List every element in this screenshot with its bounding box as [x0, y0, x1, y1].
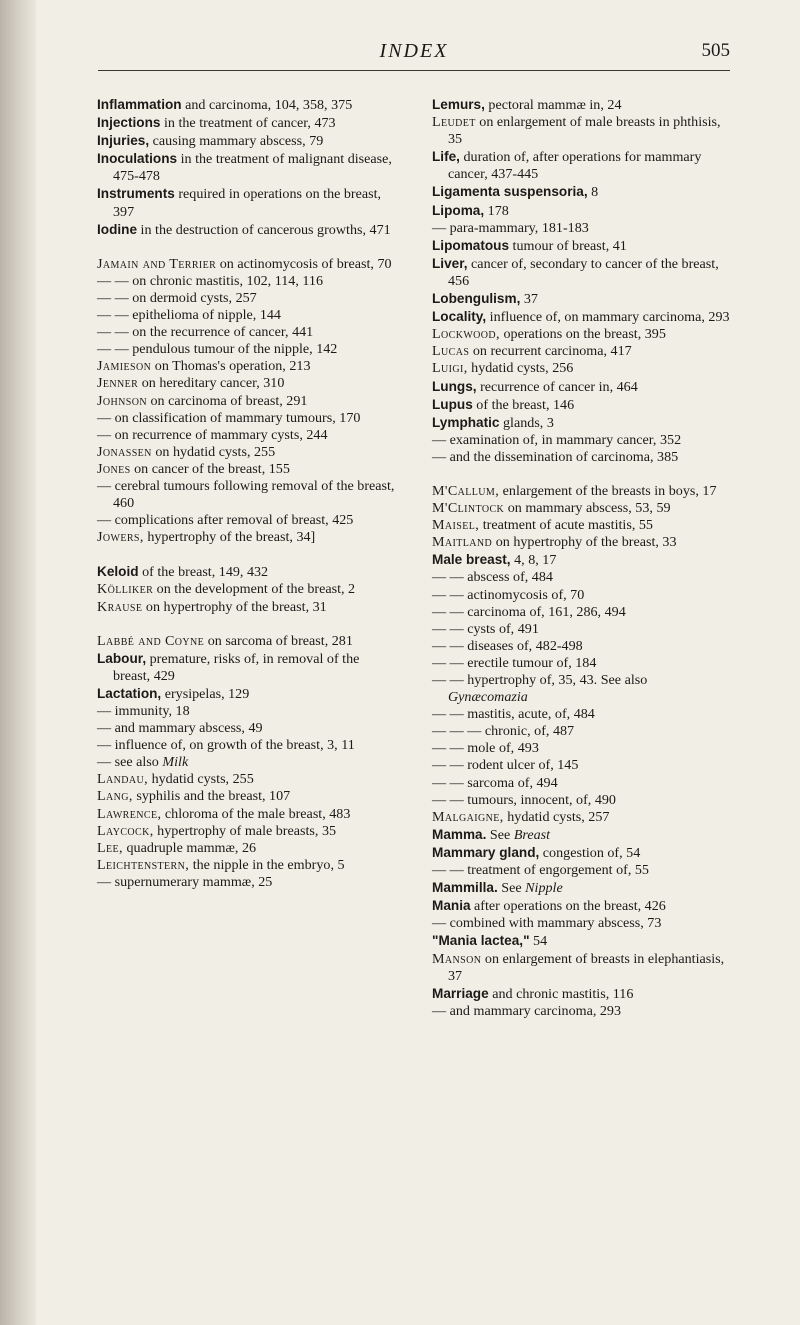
author-name: M'Callum,: [432, 482, 500, 499]
index-entry: [97, 771, 397, 788]
index-entry: [432, 723, 730, 740]
entry-text: — — abscess of, 484: [432, 569, 553, 586]
entry-text: — and mammary abscess, 49: [97, 720, 263, 737]
author-name: Laycock,: [97, 822, 154, 839]
index-column-right: [432, 96, 730, 1020]
entry-heading: "Mania lactea,": [432, 933, 530, 949]
index-entry: [97, 754, 397, 771]
letter-section-gap: [432, 466, 730, 483]
author-name: Lockwood,: [432, 326, 500, 343]
entry-text: on hypertrophy of the breast, 33: [492, 534, 677, 551]
entry-text: in the destruction of cancerous growths, 471: [137, 221, 391, 238]
index-entry: [97, 96, 397, 114]
index-entry: [432, 202, 730, 220]
entry-heading: Mammilla.: [432, 880, 498, 896]
entry-text: — — actinomycosis of, 70: [432, 586, 585, 603]
index-entry: [432, 1003, 730, 1020]
entry-text: — influence of, on growth of the breast, 3, 11: [97, 737, 355, 754]
entry-text: 178: [484, 202, 509, 219]
cross-reference: Gynæcomazia: [448, 689, 528, 706]
author-name: Luigi,: [432, 360, 468, 377]
entry-heading: Mammary gland,: [432, 844, 540, 860]
entry-text: — and mammary carcinoma, 293: [432, 1002, 622, 1019]
index-entry: [97, 685, 397, 703]
index-entry: [432, 96, 730, 114]
index-entry: [432, 308, 730, 326]
author-name: Jamain and Terrier: [97, 255, 217, 272]
index-entry: [97, 132, 397, 150]
index-entry: [432, 414, 730, 432]
author-name: Landau,: [97, 771, 149, 788]
entry-text: See: [497, 880, 526, 897]
author-name: Jenner: [97, 375, 139, 392]
entry-heading: Inoculations: [97, 151, 178, 167]
entry-heading: Lactation,: [97, 685, 162, 701]
index-entry: [432, 237, 730, 255]
entry-text: hypertrophy of male breasts, 35: [153, 822, 337, 839]
entry-heading: Ligamenta suspensoria,: [432, 184, 588, 200]
entry-heading: Mamma.: [432, 826, 487, 842]
index-entry: [432, 255, 730, 290]
entry-text: hydatid cysts, 255: [148, 771, 254, 788]
entry-text: on recurrent carcinoma, 417: [469, 343, 632, 360]
index-entry: [432, 183, 730, 201]
entry-text: of the breast, 146: [472, 396, 575, 413]
index-entry: [432, 587, 730, 604]
entry-text: on enlargement of male breasts in phthisis, 35: [448, 114, 721, 148]
cross-reference: Breast: [513, 826, 551, 843]
entry-text: — examination of, in mammary cancer, 352: [432, 431, 682, 448]
entry-text: quadruple mammæ, 26: [122, 839, 257, 856]
entry-text: enlargement of the breasts in boys, 17: [499, 482, 717, 499]
entry-text: premature, risks of, in removal of the breast, 429: [113, 650, 360, 684]
index-entry: [432, 534, 730, 551]
letter-section-gap: [97, 546, 397, 563]
entry-text: influence of, on mammary carcinoma, 293: [486, 309, 730, 326]
entry-text: See: [486, 826, 514, 843]
index-entry: [97, 290, 397, 307]
entry-text: — — — chronic, of, 487: [432, 723, 575, 740]
entry-text: pectoral mammæ in, 24: [484, 97, 622, 113]
entry-text: of the breast, 149, 432: [138, 564, 269, 581]
entry-text: on mammary abscess, 53, 59: [504, 500, 671, 517]
entry-text: — cerebral tumours following removal of the breast, 460: [97, 477, 395, 512]
entry-heading: Keloid: [97, 564, 139, 580]
entry-heading: Life,: [432, 149, 460, 165]
running-head: INDEX: [379, 40, 449, 62]
index-entry: [97, 114, 397, 132]
entry-text: — and the dissemination of carcinoma, 385: [432, 448, 679, 465]
page-gutter-shadow: [0, 0, 36, 1325]
entry-text: on actinomycosis of breast, 70: [216, 255, 392, 272]
index-entry: [97, 324, 397, 341]
index-entry: [97, 444, 397, 461]
entry-text: erysipelas, 129: [161, 685, 250, 702]
index-entry: [432, 932, 730, 950]
entry-heading: Iodine: [97, 221, 138, 237]
author-name: Kölliker: [97, 581, 154, 598]
index-entry: [432, 343, 730, 360]
entry-text: 4, 8, 17: [510, 552, 557, 569]
entry-text: on sarcoma of breast, 281: [204, 632, 353, 649]
author-name: Lang,: [97, 788, 133, 805]
index-entry: [432, 879, 730, 897]
entry-text: — combined with mammary abscess, 73: [432, 915, 662, 932]
index-entry: [97, 273, 397, 290]
index-entry: [97, 737, 397, 754]
index-entry: [432, 551, 730, 569]
author-name: Lucas: [432, 343, 470, 360]
entry-text: 54: [529, 933, 548, 950]
author-name: Johnson: [97, 392, 147, 409]
index-column-left: [97, 96, 397, 891]
index-entry: [432, 517, 730, 534]
index-entry: [97, 341, 397, 358]
index-entry: [97, 150, 397, 185]
entry-text: 8: [587, 184, 599, 201]
index-entry: [97, 563, 397, 581]
entry-text: duration of, after operations for mammary cancer, 437-445: [448, 149, 702, 183]
index-entry: [432, 360, 730, 377]
index-entry: [97, 857, 397, 874]
index-entry: [432, 844, 730, 862]
index-entry: [432, 655, 730, 672]
index-entry: [432, 672, 730, 706]
entry-text: — — sarcoma of, 494: [432, 774, 558, 791]
entry-text: syphilis and the breast, 107: [132, 788, 291, 805]
index-entry: [432, 809, 730, 826]
entry-text: and carcinoma, 104, 358, 375: [181, 97, 353, 113]
author-name: Krause: [97, 598, 143, 615]
index-entry: [432, 396, 730, 414]
index-entry: [97, 221, 397, 239]
index-entry: [432, 500, 730, 517]
entry-text: the nipple in the embryo, 5: [189, 856, 345, 873]
entry-text: — — hypertrophy of, 35, 43. See also: [432, 672, 648, 688]
page-number: 505: [701, 40, 730, 61]
index-entry: [432, 792, 730, 809]
index-entry: [432, 483, 730, 500]
index-entry: [432, 757, 730, 774]
entry-text: causing mammary abscess, 79: [149, 133, 324, 150]
entry-text: — — treatment of engorgement of, 55: [432, 862, 649, 879]
index-entry: [432, 604, 730, 621]
index-entry: [432, 290, 730, 308]
entry-text: 37: [520, 291, 538, 308]
index-entry: [97, 478, 397, 512]
entry-heading: Lupus: [432, 396, 473, 412]
entry-text: operations on the breast, 395: [499, 326, 666, 343]
index-entry: [97, 410, 397, 427]
entry-text: chloroma of the male breast, 483: [161, 805, 351, 822]
author-name: M'Clintock: [432, 500, 505, 517]
author-name: Jonassen: [97, 443, 152, 460]
entry-text: — — on the recurrence of cancer, 441: [97, 324, 314, 341]
index-entry: [97, 650, 397, 685]
entry-heading: Marriage: [432, 985, 489, 1001]
entry-heading: Instruments: [97, 186, 175, 202]
entry-text: on carcinoma of breast, 291: [146, 392, 308, 409]
entry-text: in the treatment of malignant disease, 475-478: [113, 151, 392, 185]
index-entry: [97, 581, 397, 598]
entry-heading: Male breast,: [432, 552, 511, 568]
author-name: Jowers,: [97, 529, 144, 546]
author-name: Jones: [97, 460, 131, 477]
index-entry: [97, 823, 397, 840]
index-entry: [97, 307, 397, 324]
author-name: Maisel,: [432, 517, 480, 534]
index-entry: [432, 740, 730, 757]
author-name: Labbé and Coyne: [97, 632, 205, 649]
entry-text: on Thomas's operation, 213: [151, 358, 311, 375]
entry-heading: Inflammation: [97, 97, 182, 112]
entry-text: recurrence of cancer in, 464: [476, 378, 638, 395]
entry-text: congestion of, 54: [539, 844, 641, 861]
entry-text: — on recurrence of mammary cysts, 244: [97, 426, 328, 443]
index-entry: [432, 951, 730, 985]
entry-heading: Injuries,: [97, 133, 150, 149]
author-name: Malgaigne,: [432, 808, 504, 825]
entry-text: — — diseases of, 482-498: [432, 637, 583, 654]
entry-text: hydatid cysts, 257: [503, 808, 610, 825]
entry-text: — — on dermoid cysts, 257: [97, 289, 257, 306]
entry-text: required in operations on the breast, 397: [113, 186, 382, 220]
index-entry: [97, 806, 397, 823]
entry-text: tumour of breast, 41: [509, 237, 627, 254]
entry-text: on hypertrophy of the breast, 31: [142, 598, 327, 615]
entry-text: and chronic mastitis, 116: [488, 985, 634, 1002]
index-entry: [432, 826, 730, 844]
index-entry: [97, 375, 397, 392]
entry-text: — complications after removal of breast, 425: [97, 512, 354, 529]
entry-text: — see also: [97, 754, 163, 771]
index-entry: [97, 512, 397, 529]
index-entry: [432, 915, 730, 932]
author-name: Manson: [432, 950, 482, 967]
entry-heading: Liver,: [432, 255, 468, 271]
entry-text: — para-mammary, 181-183: [432, 219, 589, 236]
entry-text: — — tumours, innocent, of, 490: [432, 791, 616, 808]
index-entry: [97, 874, 397, 891]
index-entry: [432, 114, 730, 148]
letter-section-gap: [97, 239, 397, 256]
entry-text: — — mastitis, acute, of, 484: [432, 706, 595, 723]
index-entry: [432, 706, 730, 723]
page-header: [98, 40, 730, 71]
index-entry: [97, 427, 397, 444]
entry-text: on cancer of the breast, 155: [130, 460, 290, 477]
entry-text: — — erectile tumour of, 184: [432, 654, 597, 671]
entry-text: on enlargement of breasts in elephantiasis, 37: [448, 950, 725, 984]
entry-text: — — carcinoma of, 161, 286, 494: [432, 603, 626, 620]
entry-heading: Lipomatous: [432, 237, 510, 253]
index-entry: [432, 432, 730, 449]
letter-section-gap: [97, 616, 397, 633]
entry-text: in the treatment of cancer, 473: [160, 115, 336, 132]
index-entry: [97, 185, 397, 220]
author-name: Lawrence,: [97, 805, 162, 822]
index-entry: [432, 862, 730, 879]
index-entry: [432, 326, 730, 343]
entry-text: glands, 3: [499, 414, 554, 431]
entry-text: — — rodent ulcer of, 145: [432, 757, 579, 774]
entry-heading: Locality,: [432, 309, 487, 325]
entry-text: cancer of, secondary to cancer of the breast, 456: [448, 255, 719, 289]
index-entry: [97, 840, 397, 857]
author-name: Maitland: [432, 534, 493, 551]
entry-text: — — on chronic mastitis, 102, 114, 116: [97, 272, 324, 289]
entry-heading: Lipoma,: [432, 202, 485, 218]
index-entry: [97, 599, 397, 616]
index-entry: [432, 621, 730, 638]
entry-text: — supernumerary mammæ, 25: [97, 873, 273, 890]
author-name: Leudet: [432, 114, 476, 131]
entry-text: hypertrophy of the breast, 34]: [143, 529, 316, 546]
entry-text: — immunity, 18: [97, 703, 190, 719]
index-entry: [97, 256, 397, 273]
entry-heading: Lungs,: [432, 378, 477, 394]
index-entry: [432, 220, 730, 237]
index-entry: [97, 393, 397, 410]
entry-heading: Injections: [97, 115, 161, 131]
entry-text: — — mole of, 493: [432, 740, 539, 757]
author-name: Lee,: [97, 839, 123, 856]
entry-heading: Lemurs,: [432, 97, 485, 112]
entry-heading: Labour,: [97, 650, 147, 666]
entry-text: treatment of acute mastitis, 55: [479, 517, 653, 534]
entry-text: — — epithelioma of nipple, 144: [97, 307, 281, 324]
index-entry: [432, 449, 730, 466]
index-entry: [432, 897, 730, 915]
index-entry: [97, 529, 397, 546]
index-entry: [432, 569, 730, 586]
cross-reference: Milk: [162, 754, 189, 771]
index-entry: [432, 775, 730, 792]
index-entry: [97, 633, 397, 650]
entry-text: — — cysts of, 491: [432, 620, 539, 637]
index-entry: [432, 985, 730, 1003]
entry-text: after operations on the breast, 426: [470, 898, 666, 915]
index-entry: [97, 461, 397, 478]
cross-reference: Nipple: [525, 880, 563, 897]
entry-heading: Lobengulism,: [432, 291, 521, 307]
author-name: Jamieson: [97, 358, 152, 375]
entry-text: on hereditary cancer, 310: [138, 375, 285, 392]
entry-text: hydatid cysts, 256: [467, 360, 574, 377]
entry-text: — — pendulous tumour of the nipple, 142: [97, 341, 338, 358]
entry-text: — on classification of mammary tumours, 170: [97, 409, 361, 426]
index-entry: [432, 638, 730, 655]
index-entry: [97, 358, 397, 375]
index-entry: [97, 720, 397, 737]
index-entry: [432, 378, 730, 396]
entry-text: on hydatid cysts, 255: [151, 443, 276, 460]
entry-heading: Mania: [432, 898, 471, 914]
index-entry: [432, 148, 730, 183]
entry-text: on the development of the breast, 2: [153, 581, 356, 598]
index-entry: [97, 703, 397, 720]
entry-heading: Lymphatic: [432, 414, 500, 430]
index-entry: [97, 788, 397, 805]
author-name: Leichtenstern,: [97, 856, 190, 873]
